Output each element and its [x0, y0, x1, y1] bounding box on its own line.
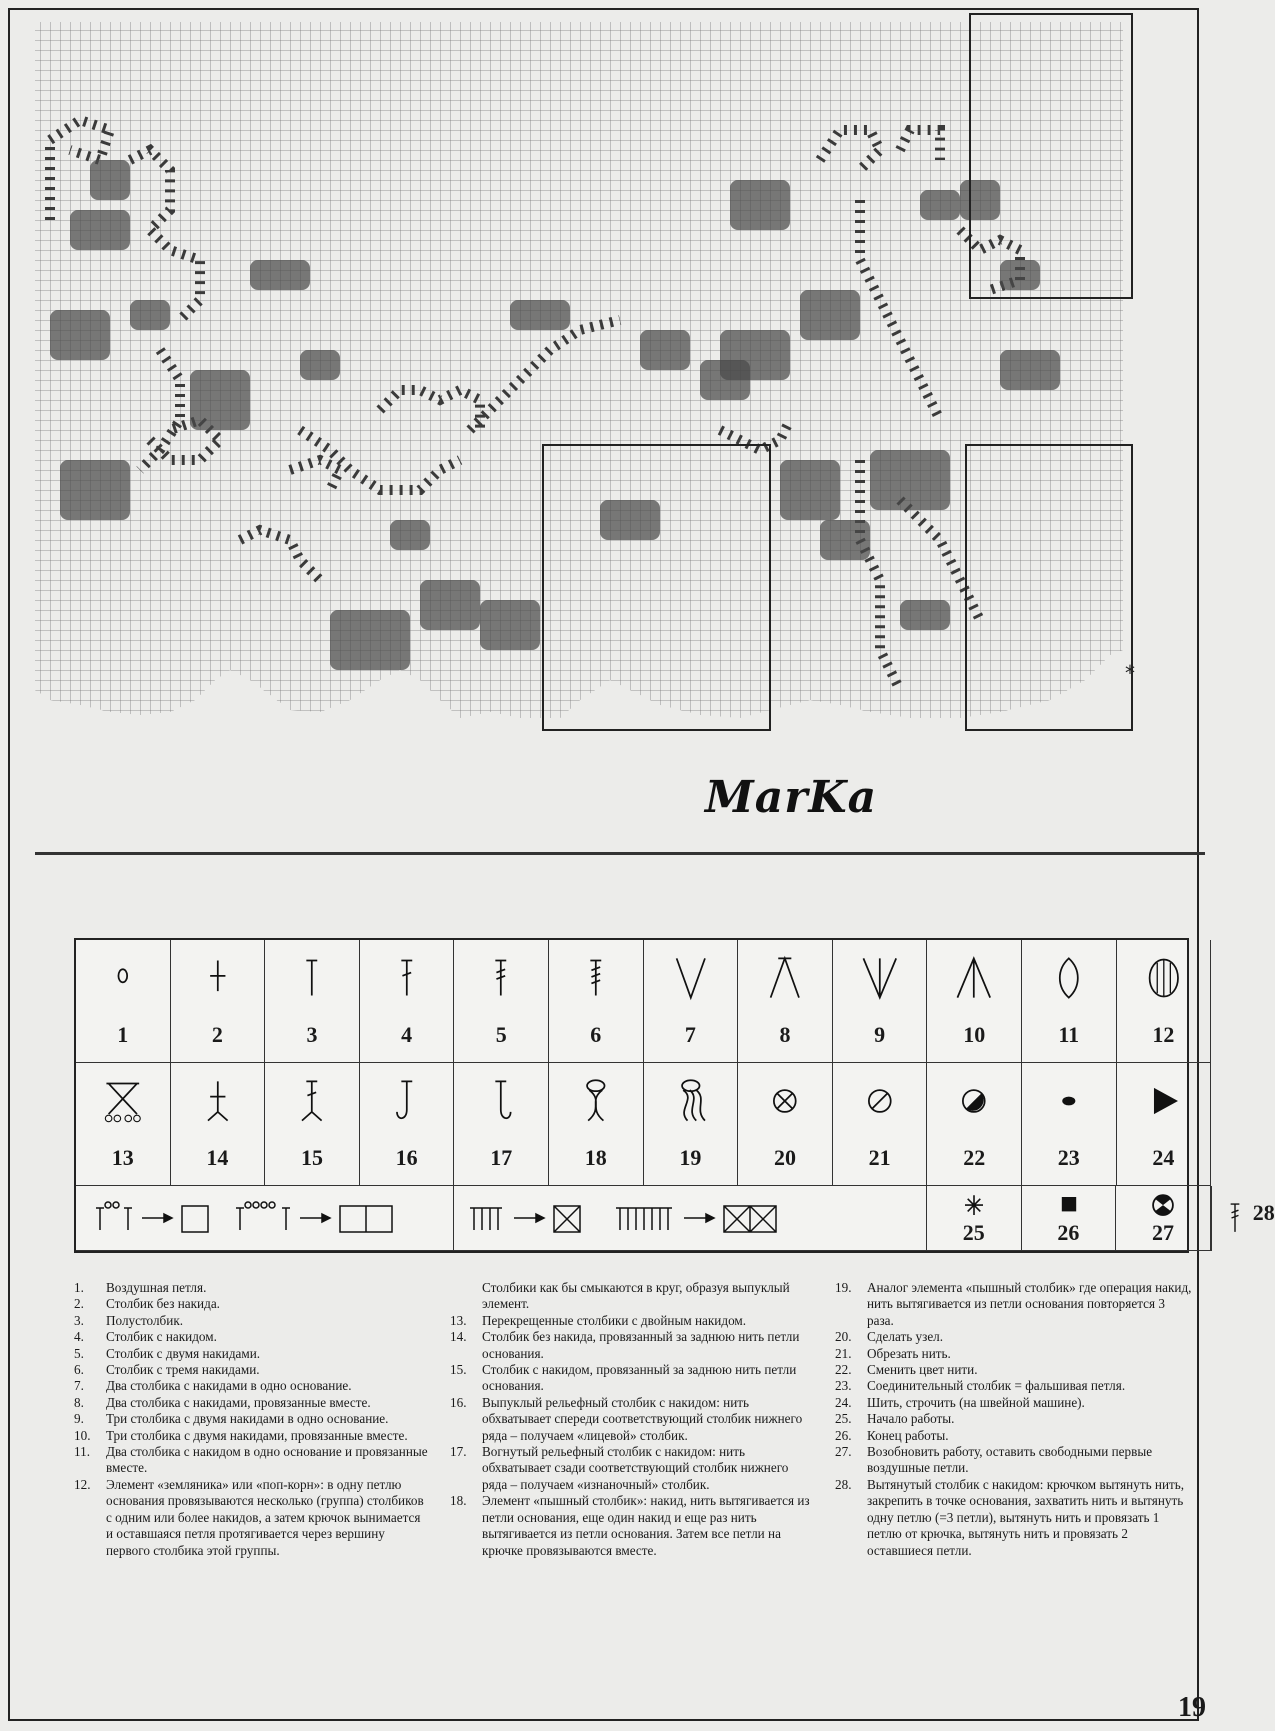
legend-cell [265, 1063, 360, 1186]
note-text: Шить, строчить (на швейной машине). [867, 1394, 1085, 1410]
divider [35, 852, 1205, 855]
legend-cell [171, 1063, 266, 1186]
legend-cell [833, 940, 928, 1063]
legend-symbol-icon [644, 954, 738, 1002]
legend-cell [171, 940, 266, 1063]
note-item [835, 1362, 1195, 1378]
legend-number: 20 [773, 1145, 796, 1170]
note-number: 26. [835, 1427, 852, 1443]
legend-symbol-icon [927, 1077, 1021, 1125]
legend-number: 10 [963, 1022, 986, 1047]
legend-symbol-icon [76, 954, 170, 1002]
note-item [450, 1329, 810, 1362]
chart-filled-block [700, 360, 750, 400]
legend-number: 27 [1151, 1220, 1174, 1245]
note-number: 22. [835, 1362, 852, 1378]
note-item [450, 1362, 810, 1395]
note-text: Два столбика с накидами, провязанные вместе. [106, 1394, 371, 1410]
note-item [74, 1313, 429, 1329]
note-item [74, 1362, 429, 1378]
note-item [835, 1280, 1195, 1329]
legend-number: 22 [963, 1145, 986, 1170]
note-text: Три столбика с двумя накидами, провязанные вместе. [106, 1427, 408, 1443]
legend-cell [738, 1063, 833, 1186]
note-item [835, 1395, 1195, 1411]
note-number: 28. [835, 1476, 852, 1492]
chart-filled-block [50, 310, 110, 360]
note-number: 23. [835, 1378, 852, 1394]
note-item [74, 1280, 429, 1296]
legend-cell [1116, 1186, 1211, 1251]
note-text: Выпуклый рельефный столбик с накидом: нить обхватывает спереди соответствующий столбик нижнего ряда – получаем «лицевой» столбик. [482, 1394, 803, 1443]
legend-symbol-icon [833, 954, 927, 1002]
note-number: 16. [450, 1394, 467, 1410]
note-number: 13. [450, 1312, 467, 1328]
legend-symbol-icon [549, 1077, 643, 1125]
note-text: Столбик с накидом, провязанный за заднюю нить петли основания. [482, 1362, 797, 1394]
legend-number: 7 [684, 1022, 696, 1047]
note-item [74, 1378, 429, 1394]
note-number: 17. [450, 1444, 467, 1460]
chart-filled-block [900, 600, 950, 630]
note-item [835, 1329, 1195, 1345]
chart-filled-block [800, 290, 860, 340]
legend-number: 26 [1057, 1220, 1080, 1245]
note-item [835, 1346, 1195, 1362]
legend-number: 15 [300, 1145, 323, 1170]
note-number: 7. [74, 1378, 84, 1394]
note-item [74, 1444, 429, 1477]
note-text: Столбик с двумя накидами. [106, 1345, 261, 1361]
legend-number: 24 [1152, 1145, 1175, 1170]
legend-cell [454, 1063, 549, 1186]
note-text: Вытянутый столбик с накидом: крючком вытянуть нить, закрепить в точке основания, захватить нить и вытянуть одну петлю (=3 петли), вытянуть нить и провязать 1 петлю от крючка, вытянуть нить и провязать 2 оставшиеся петли. [867, 1476, 1185, 1558]
chart-filled-block [730, 180, 790, 230]
note-number: 14. [450, 1329, 467, 1345]
legend-number: 12 [1152, 1022, 1175, 1047]
legend-cell [927, 1186, 1022, 1251]
note-item [74, 1329, 429, 1345]
page-number: 19 [1178, 1692, 1206, 1723]
note-number: 12. [74, 1476, 91, 1492]
legend-number: 6 [590, 1022, 602, 1047]
note-text: Столбик без накида. [106, 1296, 220, 1312]
note-number: 10. [74, 1427, 91, 1443]
note-number: 24. [835, 1394, 852, 1410]
chart-filled-block [250, 260, 310, 290]
notes-column-1 [74, 1280, 429, 1559]
chart-filled-block [60, 460, 130, 520]
note-item [450, 1444, 810, 1493]
legend-number: 11 [1058, 1022, 1080, 1047]
legend-symbol-icon [265, 954, 359, 1002]
chart-filled-block [600, 500, 660, 540]
conversion-diagram-icon [76, 1188, 454, 1253]
legend-symbol-icon [171, 1077, 265, 1125]
note-text: Сделать узел. [867, 1329, 944, 1345]
note-text: Вогнутый рельефный столбик с накидом: нить обхватывает сзади соответствующий столбик нижнего ряда – получаем «изнаночный» столбик. [482, 1444, 789, 1492]
chart-filled-block [640, 330, 690, 370]
note-text: Элемент «пышный столбик»: накид, нить вытягивается из петли основания, еще один накид и еще раз нить вытягивается из петли основания. Затем все петли на крючке провязываются вместе. [482, 1493, 810, 1558]
chart-filled-block [780, 460, 840, 520]
chart-filled-block [390, 520, 430, 550]
legend-symbol-icon [833, 1077, 927, 1125]
note-number: 9. [74, 1411, 84, 1427]
note-text: Начало работы. [867, 1411, 955, 1427]
note-number: 20. [835, 1329, 852, 1345]
note-text: Два столбика с накидом в одно основание и провязанные вместе. [106, 1444, 428, 1476]
legend-cell [927, 1063, 1022, 1186]
legend-cell [360, 940, 455, 1063]
legend-symbol-icon [1117, 1077, 1211, 1125]
note-text: Сменить цвет нити. [867, 1362, 978, 1378]
note-item [450, 1493, 810, 1559]
legend-number: 18 [584, 1145, 607, 1170]
chart-filled-block [960, 180, 1000, 220]
legend-number: 17 [490, 1145, 513, 1170]
legend-symbol-icon [738, 954, 832, 1002]
note-number: 6. [74, 1362, 84, 1378]
legend-cell [360, 1063, 455, 1186]
note-text: Воздушная петля. [106, 1280, 207, 1295]
note-number: 25. [835, 1411, 852, 1427]
conversion-diagram-icon [454, 1188, 927, 1253]
legend-number: 4 [401, 1022, 413, 1047]
note-number: 3. [74, 1312, 84, 1328]
legend-number: 13 [111, 1145, 134, 1170]
note-item [74, 1477, 429, 1559]
chart-filled-block [300, 350, 340, 380]
legend-cell [454, 940, 549, 1063]
note-number: 8. [74, 1394, 84, 1410]
legend-cell [738, 940, 833, 1063]
filet-crochet-chart [0, 0, 1209, 760]
note-number: 27. [835, 1444, 852, 1460]
note-text: Аналог элемента «пышный столбик» где операция накид, нить вытягивается из петли основания повторяется 3 раза. [867, 1280, 1192, 1328]
legend-cell [76, 940, 171, 1063]
legend-number: 5 [495, 1022, 507, 1047]
note-text: Конец работы. [867, 1427, 949, 1443]
legend-symbol-icon [1215, 1194, 1255, 1247]
chart-filled-block [510, 300, 570, 330]
note-number: 11. [74, 1444, 90, 1460]
legend-symbol-icon [76, 1077, 170, 1125]
legend-symbol-icon [1022, 1077, 1116, 1125]
legend-symbol-icon [360, 954, 454, 1002]
chart-filled-block [70, 210, 130, 250]
note-text: Возобновить работу, оставить свободными первые воздушные петли. [867, 1444, 1153, 1476]
note-number: 1. [74, 1280, 84, 1295]
note-text: Столбик с накидом. [106, 1329, 217, 1345]
legend-cell [927, 940, 1022, 1063]
note-number: 4. [74, 1329, 84, 1345]
note-text: Три столбика с двумя накидами в одно основание. [106, 1411, 389, 1427]
legend-cell [1022, 1186, 1117, 1251]
note-item [450, 1313, 810, 1329]
note-number: 5. [74, 1345, 84, 1361]
legend-cell [644, 1063, 739, 1186]
note-text: Столбик с тремя накидами. [106, 1362, 260, 1378]
note-text: Столбик без накида, провязанный за заднюю нить петли основания. [482, 1329, 800, 1361]
note-item [74, 1411, 429, 1427]
legend-number: 8 [779, 1022, 791, 1047]
legend-number: 28 [1252, 1200, 1275, 1225]
note-text: Полустолбик. [106, 1312, 184, 1328]
legend-number: 19 [679, 1145, 702, 1170]
chart-filled-block [90, 160, 130, 200]
watermark: MarKa [705, 772, 878, 823]
chart-filled-block [130, 300, 170, 330]
legend-symbol-icon [454, 1077, 548, 1125]
note-text: Обрезать нить. [867, 1345, 951, 1361]
legend-number: 3 [306, 1022, 318, 1047]
note-item [835, 1477, 1195, 1559]
legend-number: 21 [868, 1145, 891, 1170]
chart-filled-block [920, 190, 960, 220]
chart-filled-block [330, 610, 410, 670]
legend-cell [265, 940, 360, 1063]
note-text: Соединительный столбик = фальшивая петля. [867, 1378, 1126, 1394]
legend-number: 14 [206, 1145, 229, 1170]
legend-cell [833, 1063, 928, 1186]
note-item [74, 1395, 429, 1411]
notes-column-2 [450, 1280, 810, 1559]
legend-symbol-icon [265, 1077, 359, 1125]
note-item [835, 1411, 1195, 1427]
legend-symbol-icon [1022, 954, 1116, 1002]
note-item [450, 1395, 810, 1444]
note-number: 19. [835, 1280, 852, 1295]
legend-symbol-icon [644, 1077, 738, 1125]
legend-symbol-icon [927, 954, 1021, 1002]
legend-cell [549, 940, 644, 1063]
note-number: 2. [74, 1296, 84, 1312]
legend-cell [76, 1063, 171, 1186]
legend-cell [1117, 1063, 1212, 1186]
note-continuation: Столбики как бы смыкаются в круг, образуя выпуклый элемент. [482, 1280, 790, 1312]
note-number: 15. [450, 1362, 467, 1378]
chart-filled-block [420, 580, 480, 630]
legend-conversion-cell [76, 1186, 454, 1251]
legend-symbol-icon [360, 1077, 454, 1125]
legend-cell [1211, 1186, 1275, 1251]
note-number: 18. [450, 1493, 467, 1509]
chart-filled-block [820, 520, 870, 560]
legend-cell [1022, 940, 1117, 1063]
legend-number: 9 [874, 1022, 886, 1047]
note-text: Два столбика с накидами в одно основание. [106, 1378, 352, 1394]
notes-column-3 [835, 1280, 1195, 1559]
legend-symbol-icon [549, 954, 643, 1002]
note-number: 21. [835, 1345, 852, 1361]
legend-cell [549, 1063, 644, 1186]
legend-number: 23 [1057, 1145, 1080, 1170]
chart-filled-block [870, 450, 950, 510]
chart-filled-block [480, 600, 540, 650]
note-item [74, 1296, 429, 1312]
legend-number: 16 [395, 1145, 418, 1170]
note-text: Перекрещенные столбики с двойным накидом. [482, 1312, 747, 1328]
symbol-legend [74, 938, 1275, 1253]
legend-cell [1117, 940, 1212, 1063]
legend-symbol-icon [1117, 954, 1211, 1002]
legend-number: 25 [962, 1220, 985, 1245]
note-item [835, 1428, 1195, 1444]
start-marker: * [1125, 661, 1135, 685]
legend-symbol-icon [454, 954, 548, 1002]
legend-number: 1 [117, 1022, 129, 1047]
note-item [74, 1346, 429, 1362]
note-item [835, 1444, 1195, 1477]
chart-filled-block [190, 370, 250, 430]
legend-symbol-icon [171, 954, 265, 1002]
chart-filled-block [1000, 350, 1060, 390]
chart-filled-block [1000, 260, 1040, 290]
legend-number: 2 [211, 1022, 223, 1047]
note-text: Элемент «земляника» или «поп-корн»: в одну петлю основания провязываются несколько (группа) столбиков с одним или более накидов, а затем крючок вынимается и оставшаяся петля протягивается через вершину первого столбика этой группы. [106, 1476, 424, 1558]
note-item [74, 1428, 429, 1444]
legend-symbol-icon [738, 1077, 832, 1125]
note-item [835, 1378, 1195, 1394]
legend-cell [1022, 1063, 1117, 1186]
legend-cell [644, 940, 739, 1063]
legend-conversion-cell [454, 1186, 927, 1251]
